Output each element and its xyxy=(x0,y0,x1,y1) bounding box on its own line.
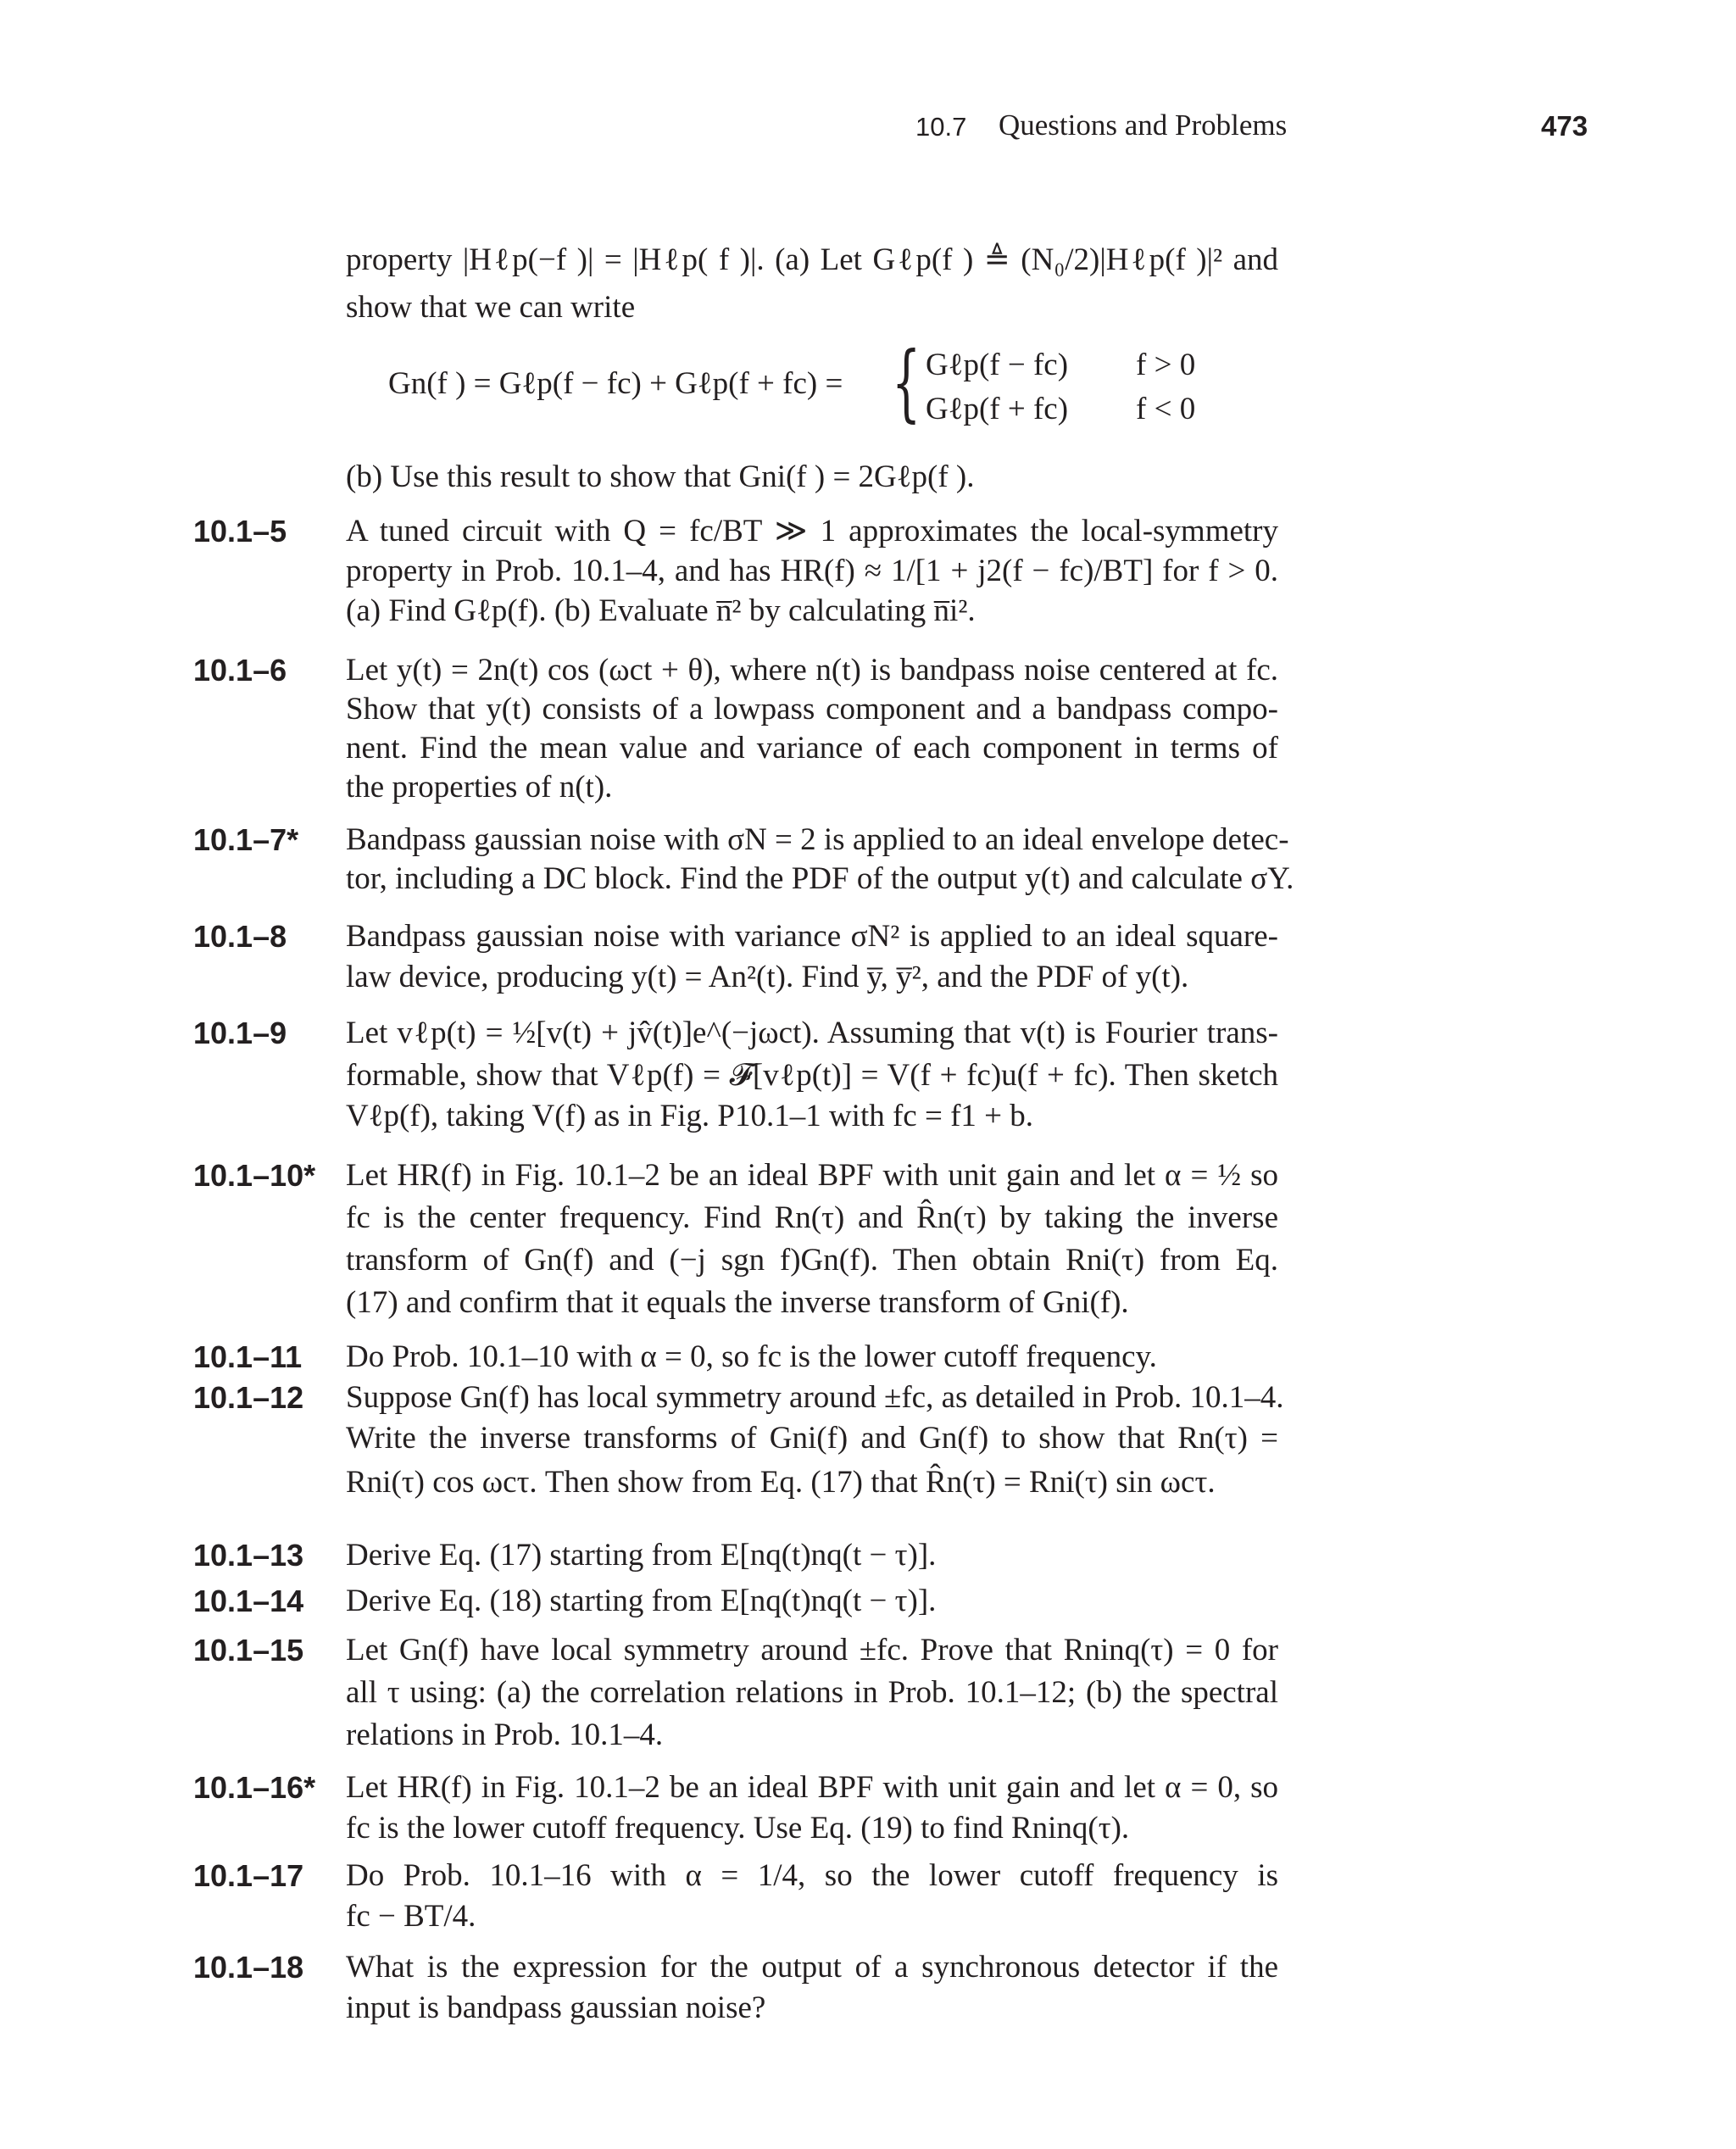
problem-text-line: fc is the lower cutoff frequency. Use Eq. (19) to find Rninq(τ). xyxy=(346,1811,1130,1846)
running-header-section: 10.7 xyxy=(915,112,967,142)
equation-case-1: Gℓp(f − fc) xyxy=(926,348,1069,382)
equation-brace: { xyxy=(892,335,921,431)
running-header-title: Questions and Problems xyxy=(999,109,1288,142)
page-number: 473 xyxy=(1541,110,1589,142)
problem-text-line: Let Gn(f) have local symmetry around ±fc. Prove that Rninq(τ) = 0 for xyxy=(346,1633,1278,1667)
equation-condition-2: f < 0 xyxy=(1136,392,1196,426)
problem-text-line: (a) Find Gℓp(f). (b) Evaluate n̅² by calculating n̅i². xyxy=(346,593,976,628)
problem-text-line: law device, producing y(t) = An²(t). Find y̅, y̅², and the PDF of y(t). xyxy=(346,960,1189,994)
problem-text-line: Do Prob. 10.1–10 with α = 0, so fc is the lower cutoff frequency. xyxy=(346,1339,1157,1374)
problem-number: 10.1–10* xyxy=(193,1158,316,1193)
problem-text-line: Vℓp(f), taking V(f) as in Fig. P10.1–1 with fc = f1 + b. xyxy=(346,1099,1034,1133)
problem-number: 10.1–9 xyxy=(193,1016,287,1050)
problem-number: 10.1–17 xyxy=(193,1858,304,1893)
problem-text-line: tor, including a DC block. Find the PDF of the output y(t) and calculate σY. xyxy=(346,861,1294,896)
problem-text-line: Suppose Gn(f) has local symmetry around ±fc, as detailed in Prob. 10.1–4. xyxy=(346,1380,1284,1415)
intro-line-2: show that we can write xyxy=(346,290,636,325)
problem-number: 10.1–5 xyxy=(193,514,287,548)
problem-text-line: relations in Prob. 10.1–4. xyxy=(346,1718,664,1752)
problem-text-line: Let y(t) = 2n(t) cos (ωct + θ), where n(t) is bandpass noise centered at fc. xyxy=(346,653,1278,688)
equation-condition-1: f > 0 xyxy=(1136,348,1196,382)
problem-text-line: Bandpass gaussian noise with variance σN² is applied to an ideal square- xyxy=(346,919,1278,954)
problem-number: 10.1–8 xyxy=(193,919,287,954)
problem-text-line: Show that y(t) consists of a lowpass component and a bandpass compo- xyxy=(346,692,1278,727)
problem-text-line: fc − BT/4. xyxy=(346,1899,476,1934)
problem-text-line: Do Prob. 10.1–16 with α = 1/4, so the lower cutoff frequency is xyxy=(346,1858,1278,1893)
intro-line-1: property |Hℓp(−f )| = |Hℓp( f )|. (a) Let Gℓp(f ) ≜ (N₀/2)|Hℓp(f )|² and xyxy=(346,242,1278,277)
intro-line-3: (b) Use this result to show that Gni(f ) = 2Gℓp(f ). xyxy=(346,459,975,494)
problem-text-line: Let HR(f) in Fig. 10.1–2 be an ideal BPF with unit gain and let α = ½ so xyxy=(346,1158,1278,1193)
problem-number: 10.1–6 xyxy=(193,653,287,688)
problem-number: 10.1–13 xyxy=(193,1538,304,1573)
equation-lhs: Gn(f ) = Gℓp(f − fc) + Gℓp(f + fc) = xyxy=(388,366,843,401)
problem-number: 10.1–18 xyxy=(193,1950,304,1985)
problem-text-line: A tuned circuit with Q = fc/BT ≫ 1 approximates the local-symmetry xyxy=(346,514,1278,548)
problem-text-line: input is bandpass gaussian noise? xyxy=(346,1990,766,2025)
problem-text-line: Derive Eq. (17) starting from E[nq(t)nq(t − τ)]. xyxy=(346,1538,937,1573)
problem-text-line: all τ using: (a) the correlation relations in Prob. 10.1–12; (b) the spectral xyxy=(346,1675,1278,1710)
problem-text-line: Write the inverse transforms of Gni(f) and Gn(f) to show that Rn(τ) = xyxy=(346,1421,1278,1456)
problem-number: 10.1–7* xyxy=(193,822,299,857)
problem-text-line: Derive Eq. (18) starting from E[nq(t)nq(t − τ)]. xyxy=(346,1584,937,1618)
problem-text-line: What is the expression for the output of a synchronous detector if the xyxy=(346,1950,1278,1985)
problem-number: 10.1–16* xyxy=(193,1770,316,1805)
problem-number: 10.1–14 xyxy=(193,1584,304,1618)
problem-text-line: nent. Find the mean value and variance of each component in terms of xyxy=(346,731,1278,766)
problem-number: 10.1–11 xyxy=(193,1339,303,1374)
problem-text-line: (17) and confirm that it equals the inverse transform of Gni(f). xyxy=(346,1285,1129,1320)
problem-text-line: property in Prob. 10.1–4, and has HR(f) ≈ 1/[1 + j2(f − fc)/BT] for f > 0. xyxy=(346,554,1278,588)
problem-number: 10.1–15 xyxy=(193,1633,304,1667)
problem-text-line: fc is the center frequency. Find Rn(τ) and R̂n(τ) by taking the inverse xyxy=(346,1200,1278,1235)
problem-text-line: Let vℓp(t) = ½[v(t) + jv̂(t)]e^(−jωct). Assuming that v(t) is Fourier trans- xyxy=(346,1016,1278,1050)
problem-text-line: Let HR(f) in Fig. 10.1–2 be an ideal BPF with unit gain and let α = 0, so xyxy=(346,1770,1278,1805)
equation-case-2: Gℓp(f + fc) xyxy=(926,392,1069,426)
problem-text-line: transform of Gn(f) and (−j sgn f)Gn(f). Then obtain Rni(τ) from Eq. xyxy=(346,1243,1278,1278)
problem-text-line: Bandpass gaussian noise with σN = 2 is applied to an ideal envelope detec- xyxy=(346,822,1289,857)
problem-text-line: the properties of n(t). xyxy=(346,770,613,804)
problem-text-line: formable, show that Vℓp(f) = 𝓕[vℓp(t)] = V(f + fc)u(f + fc). Then sketch xyxy=(346,1058,1278,1093)
problem-text-line: Rni(τ) cos ωcτ. Then show from Eq. (17) that R̂n(τ) = Rni(τ) sin ωcτ. xyxy=(346,1465,1216,1500)
problem-number: 10.1–12 xyxy=(193,1380,304,1415)
